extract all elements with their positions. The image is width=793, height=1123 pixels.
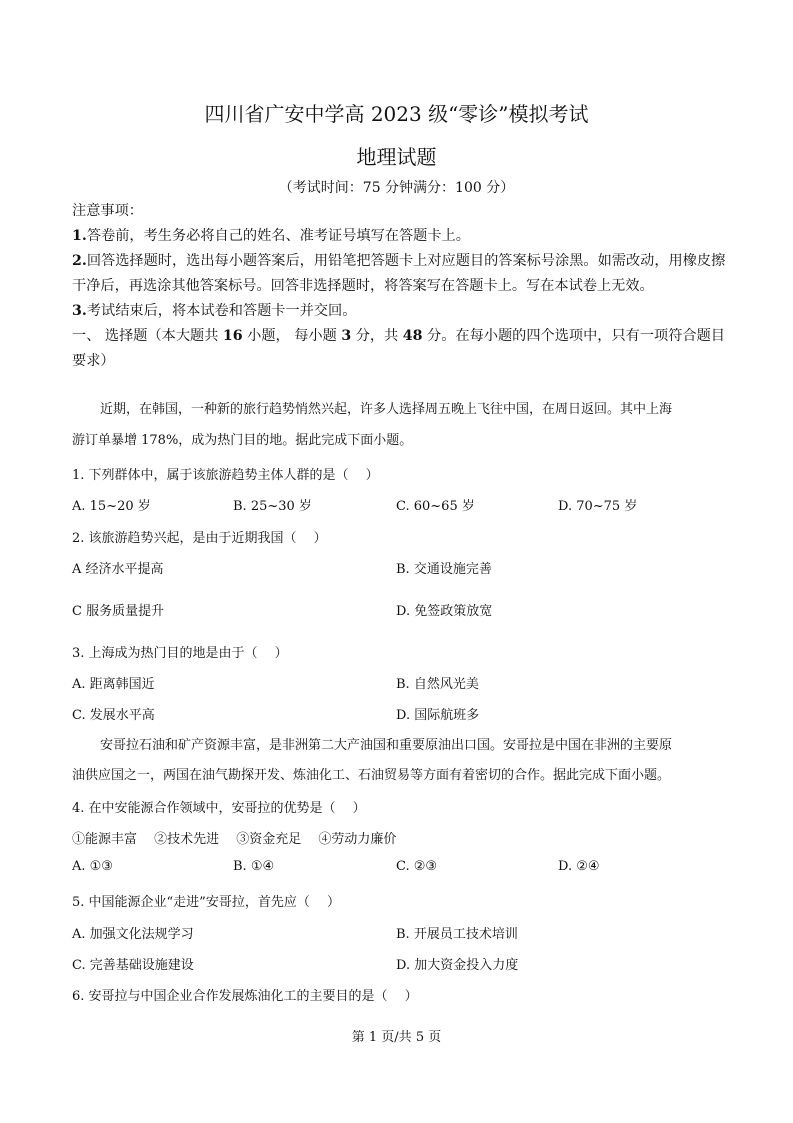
passage-2-line-2: 油供应国之一，两国在油气勘探开发、炼油化工、石油贸易等方面有着密切的合作。据此完成下面小题。	[72, 768, 671, 783]
instruction-item-1	[72, 224, 732, 249]
page-footer: 第 1 页/共 5 页	[351, 1030, 442, 1045]
question-5-option-a: A. 加强文化法规学习	[72, 927, 194, 942]
question-1-option-a: A. 15~20 岁	[72, 499, 151, 514]
question-5-option-c: C. 完善基础设施建设	[72, 958, 194, 973]
instructions-heading: 注意事项：	[72, 203, 143, 219]
question-2-option-c: C 服务质量提升	[72, 604, 165, 619]
passage-1-line-2: 游订单暴增 178%，成为热门目的地。据此完成下面小题。	[72, 433, 413, 448]
instruction-number: 2.	[72, 253, 87, 269]
instruction-item-2	[72, 249, 732, 299]
question-5-option-d: D. 加大资金投入力度	[396, 958, 519, 973]
question-3-stem: 3. 上海成为热门目的地是由于（ ）	[72, 646, 288, 661]
instruction-number: 3.	[72, 303, 87, 319]
question-1-option-d: D. 70~75 岁	[558, 499, 638, 514]
question-1-option-b: B. 25~30 岁	[233, 499, 312, 514]
instruction-number: 1.	[72, 228, 87, 244]
instruction-text: 回答选择题时，选出每小题答案后，用铅笔把答题卡上对应题目的答案标号涂黑。如需改动，用橡皮擦干净后，再选涂其他答案标号。回答非选择题时，将答案写在答题卡上。写在本试卷上无效。	[72, 253, 726, 294]
question-3-option-c: C. 发展水平高	[72, 708, 155, 723]
question-2-option-d: D. 免签政策放宽	[396, 604, 493, 619]
question-1-option-c: C. 60~65 岁	[396, 499, 475, 514]
question-4-option-c: C. ②③	[396, 859, 438, 874]
instruction-item-3	[72, 299, 732, 324]
exam-subject: 地理试题	[356, 145, 437, 169]
question-3-option-d: D. 国际航班多	[396, 708, 480, 723]
question-2-option-b: B. 交通设施完善	[396, 562, 492, 577]
question-3-option-b: B. 自然风光美	[396, 677, 479, 692]
instructions-block	[72, 199, 732, 374]
exam-time-info: （考试时间：75 分钟满分：100 分）	[278, 180, 515, 196]
question-3-option-a: A. 距离韩国近	[72, 677, 155, 692]
passage-2-line-1: 安哥拉石油和矿产资源丰富，是非洲第二大产油国和重要原油出口国。安哥拉是中国在非洲的主要原	[100, 738, 673, 753]
exam-title: 四川省广安中学高 2023 级“零诊”模拟考试	[204, 102, 589, 126]
question-1-stem: 1. 下列群体中，属于该旅游趋势主体人群的是（ ）	[72, 468, 379, 483]
passage-1-line-1: 近期，在韩国，一种新的旅行趋势悄然兴起，许多人选择周五晚上飞往中国，在周日返回。其中上海	[100, 402, 673, 417]
question-4-option-d: D. ②④	[558, 859, 600, 874]
question-2-option-a: A 经济水平提高	[72, 562, 164, 577]
question-6-stem: 6. 安哥拉与中国企业合作发展炼油化工的主要目的是（ ）	[72, 989, 418, 1004]
question-4-option-b: B. ①④	[233, 859, 275, 874]
instruction-text: 答卷前，考生务必将自己的姓名、准考证号填写在答题卡上。	[86, 228, 470, 244]
section-heading: 一、 选择题（本大题共 16 小题， 每小题 3 分，共 48 分。在每小题的四个选项中，只有一项符合题目要求）	[72, 328, 725, 369]
question-5-option-b: B. 开展员工技术培训	[396, 927, 518, 942]
instruction-text: 考试结束后，将本试卷和答题卡一并交回。	[86, 303, 357, 319]
question-2-stem: 2. 该旅游趋势兴起，是由于近期我国（ ）	[72, 531, 327, 546]
question-4-statements: ①能源丰富 ②技术先进 ③资金充足 ④劳动力廉价	[72, 832, 397, 847]
question-4-option-a: A. ①③	[72, 859, 113, 874]
question-5-stem: 5. 中国能源企业“走进”安哥拉，首先应（ ）	[72, 895, 340, 910]
question-4-stem: 4. 在中安能源合作领域中，安哥拉的优势是（ ）	[72, 801, 366, 816]
